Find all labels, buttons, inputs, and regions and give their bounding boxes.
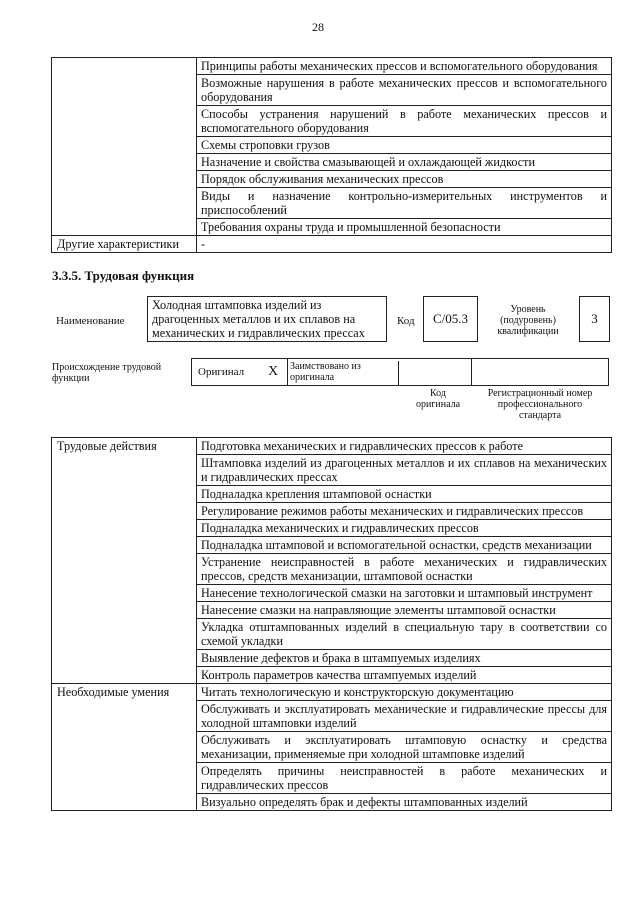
original-mark: X — [268, 364, 279, 379]
original-label: Оригинал — [198, 366, 245, 378]
labor-action-item: Подналадка крепления штамповой оснастки — [197, 486, 612, 503]
knowledge-item: Виды и назначение контрольно-измерительных инструментов и приспособлений — [197, 188, 612, 219]
labor-action-item: Нанесение смазки на направляющие элементы штамповой оснастки — [197, 602, 612, 619]
original-code-cell — [399, 359, 472, 385]
labor-action-item: Подналадка штамповой и вспомогательной оснастки, средств механизации — [197, 537, 612, 554]
name-label: Наименование — [56, 315, 125, 327]
labor-actions-label: Трудовые действия — [52, 438, 197, 684]
knowledge-item: Назначение и свойства смазывающей и охлаждающей жидкости — [197, 154, 612, 171]
skill-item: Обслуживать и эксплуатировать штамповую оснастку и средства механизации, применяемые при холодной штамповке изделий — [197, 732, 612, 763]
level-value-box: 3 — [579, 296, 610, 342]
origin-label: Происхождение трудовой функции — [52, 362, 162, 384]
knowledge-item: Порядок обслуживания механических прессов — [197, 171, 612, 188]
other-characteristics-label: Другие характеристики — [52, 236, 197, 253]
skill-item: Визуально определять брак и дефекты штампованных изделий — [197, 794, 612, 811]
function-name-box: Холодная штамповка изделий из драгоценных металлов и их сплавов на механических и гидравлических прессах — [147, 296, 387, 342]
table-row — [52, 684, 612, 701]
knowledge-item: Возможные нарушения в работе механических прессов и вспомогательного оборудования — [197, 75, 612, 106]
knowledge-item: Принципы работы механических прессов и вспомогательного оборудования — [197, 58, 612, 75]
page-number: 28 — [312, 20, 324, 34]
labor-action-item: Контроль параметров качества штампуемых изделий — [197, 667, 612, 684]
table-row — [52, 58, 612, 75]
category-cell — [52, 58, 197, 236]
skill-item: Читать технологическую и конструкторскую документацию — [197, 684, 612, 701]
original-code-caption: Код оригинала — [415, 388, 461, 410]
level-label: Уровень (подуровень) квалификации — [497, 304, 559, 337]
skill-item: Определять причины неисправностей в работе механических и гидравлических прессов — [197, 763, 612, 794]
origin-table — [191, 358, 609, 386]
code-label: Код — [397, 315, 415, 327]
knowledge-item: Способы устранения нарушений в работе механических прессов и вспомогательного оборудования — [197, 106, 612, 137]
skill-item: Обслуживать и эксплуатировать механические и гидравлические прессы для холодной штамповки изделий — [197, 701, 612, 732]
labor-action-item: Подготовка механических и гидравлических прессов к работе — [197, 438, 612, 455]
labor-action-item: Нанесение технологической смазки на заготовки и штамповый инструмент — [197, 585, 612, 602]
labor-action-item: Подналадка механических и гидравлических прессов — [197, 520, 612, 537]
original-cell — [192, 359, 288, 385]
labor-action-item: Укладка отштампованных изделий в специальную тару в соответствии со схемой укладки — [197, 619, 612, 650]
knowledge-table — [51, 57, 612, 253]
knowledge-item: Требования охраны труда и промышленной безопасности — [197, 219, 612, 236]
knowledge-item: Схемы строповки грузов — [197, 137, 612, 154]
labor-action-item: Устранение неисправностей в работе механических и гидравлических прессов, средств механизации, штамповой оснастки — [197, 554, 612, 585]
labor-action-item: Выявление дефектов и брака в штампуемых изделиях — [197, 650, 612, 667]
borrowed-label: Заимствовано из оригинала — [290, 361, 399, 385]
table-row — [52, 438, 612, 455]
table-row — [52, 236, 612, 253]
registration-number-cell — [472, 359, 608, 385]
section-title: 3.3.5. Трудовая функция — [52, 268, 195, 283]
labor-function-table — [51, 437, 612, 811]
code-value-box: C/05.3 — [423, 296, 478, 342]
labor-action-item: Регулирование режимов работы механических и гидравлических прессов — [197, 503, 612, 520]
registration-number-caption: Регистрационный номер профессионального стандарта — [487, 388, 593, 421]
other-characteristics-value: - — [197, 236, 612, 253]
required-skills-label: Необходимые умения — [52, 684, 197, 811]
labor-action-item: Штамповка изделий из драгоценных металлов и их сплавов на механических и гидравлических прессах — [197, 455, 612, 486]
